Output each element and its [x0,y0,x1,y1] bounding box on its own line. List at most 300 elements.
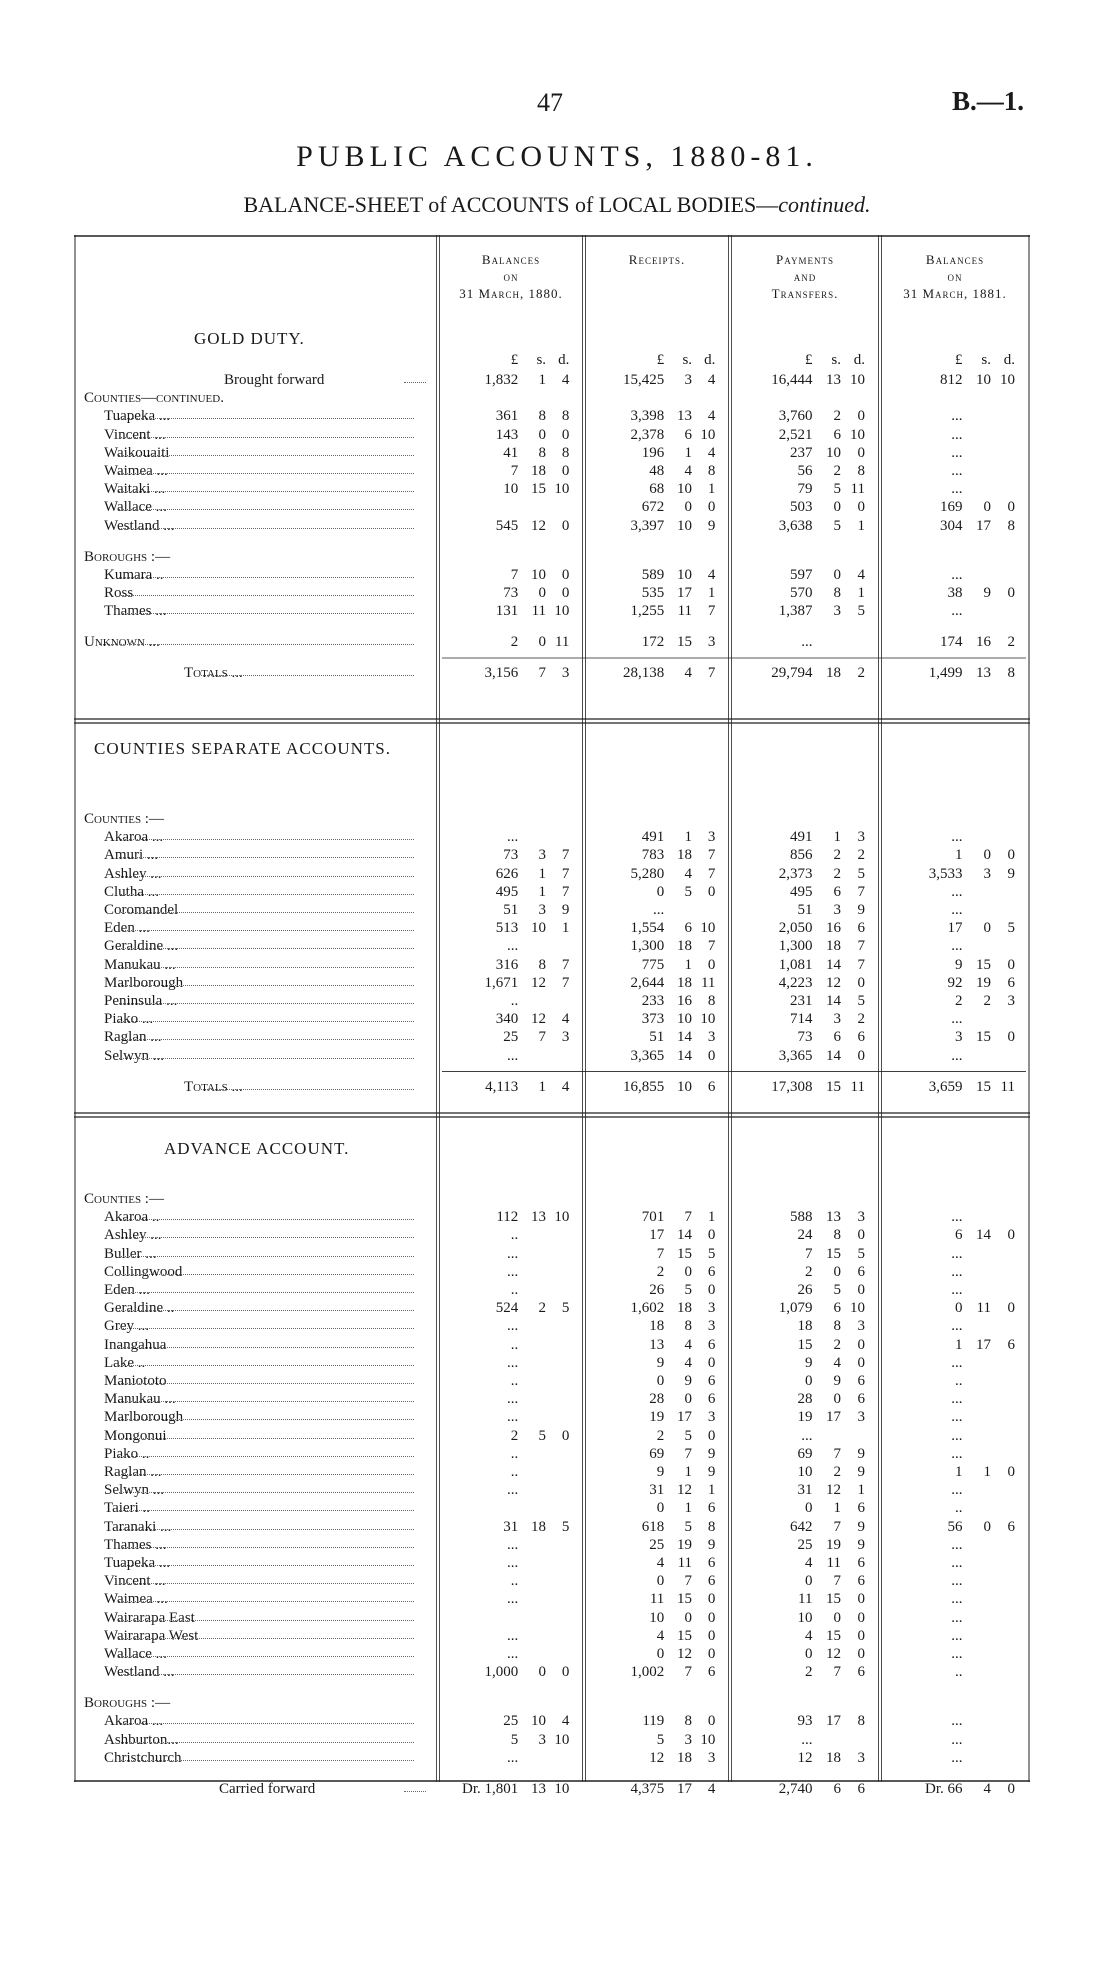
row-label: Selwyn ... [104,1482,164,1499]
amount-cell: 15 [677,1245,693,1262]
amount-cell: 1 [684,1464,693,1480]
amount-cell: 7 [857,956,865,973]
amount-cell: 0 [656,1573,665,1590]
amount-cell: 18 [826,938,841,955]
amount-cell: 17 [976,1336,991,1353]
amount-cell: 2 [538,1300,547,1317]
amount-cell: 12 [531,517,547,534]
amount-cell: 5 [538,1427,547,1444]
amount-cell: 12 [677,1482,693,1499]
amount-cell: 7 [805,1245,813,1262]
row-label: Waitaki ... [104,481,166,498]
amount-cell: 588 [790,1209,813,1226]
row-leader [119,455,414,456]
amount-cell: 0 [656,1373,665,1389]
amount-cell: 7 [561,847,570,864]
column-header-line: Transfers. [771,286,839,301]
amount-cell: 589 [641,566,665,583]
amount-cell: 0 [561,517,570,534]
amount-cell: 775 [641,956,665,973]
amount-cell: ... [507,1749,519,1766]
amount-cell: ... [951,1749,963,1766]
amount-cell: .. [510,993,519,1009]
amount-cell: 16,444 [771,372,813,388]
amount-cell: 14 [826,956,841,973]
amount-cell: 9 [857,902,865,918]
amount-cell: 11 [1000,1078,1015,1095]
column-header-line: Balances [481,252,541,267]
amount-cell: 11 [649,1591,665,1608]
amount-cell: 2 [833,1464,841,1480]
amount-cell: 15 [976,1078,991,1095]
amount-cell: 25 [649,1536,665,1553]
amount-cell: 9 [857,1536,865,1553]
amount-cell: 9 [833,1373,841,1389]
amount-cell: 9 [857,1445,865,1462]
amount-cell: 0 [707,1713,716,1730]
unit-label: d. [558,352,570,368]
amount-cell: 15 [826,1591,841,1608]
amount-cell: 26 [649,1282,665,1298]
amount-cell: 18 [677,847,693,864]
row-label: Christchurch [104,1749,182,1766]
amount-cell: 0 [857,1354,865,1371]
amount-cell: 2 [857,847,865,864]
amount-cell: 3 [857,829,865,846]
row-leader [119,509,414,510]
amount-cell: 0 [857,1591,865,1608]
amount-cell: 28 [797,1391,813,1408]
amount-cell: ... [951,1609,963,1626]
amount-cell: 1 [684,444,693,461]
amount-cell: 5 [857,603,865,620]
amount-cell: 0 [1007,584,1015,601]
amount-cell: ... [951,1409,963,1426]
row-label: Tuapeka ... [104,408,171,425]
amount-cell: 4 [833,1354,841,1371]
amount-cell: 6 [857,1263,865,1280]
amount-cell: 3 [983,865,991,882]
amount-cell: 4 [983,1780,991,1797]
row-leader [119,1003,414,1004]
row-leader [119,613,414,614]
amount-cell: 0 [707,1047,716,1064]
amount-cell: 10 [797,1609,813,1626]
row-leader [119,491,414,492]
document-reference: B.—1. [951,86,1024,116]
amount-cell: 17 [677,584,693,601]
amount-cell: 237 [790,444,813,461]
row-label: Waimea ... [104,1591,168,1608]
amount-cell: 15 [826,1627,841,1644]
amount-cell: .. [955,1500,963,1517]
amount-cell: ... [507,1391,519,1408]
row-leader [119,1547,414,1548]
amount-cell: 3 [833,1011,841,1028]
row-leader [119,1021,414,1022]
amount-cell: 1 [955,847,963,864]
row-leader [119,1039,414,1040]
amount-cell: 7 [833,1518,841,1535]
amount-cell: .. [510,1227,519,1244]
row-leader [119,1256,414,1257]
amount-cell: 56 [947,1518,963,1535]
amount-cell: 2 [955,993,963,1009]
amount-cell: ... [507,1536,519,1553]
amount-cell: 17 [826,1713,841,1730]
amount-cell: 5 [684,1427,693,1444]
amount-cell: 10 [554,1780,570,1797]
amount-cell: 4 [656,1627,665,1644]
row-label: Grey ... [104,1318,149,1335]
amount-cell: 2 [857,665,865,682]
amount-cell: 1 [833,1500,841,1517]
row-label: Vincent ... [104,426,166,443]
amount-cell: 340 [495,1011,519,1028]
amount-cell: 10 [649,1609,665,1626]
amount-cell: 5 [510,1731,519,1748]
amount-cell: 2 [857,1011,865,1028]
amount-cell: 13 [649,1336,665,1353]
amount-cell: 7 [684,1209,693,1226]
amount-cell: 1 [833,829,841,846]
amount-cell: 1,671 [484,974,519,991]
amount-cell: 31 [503,1518,519,1535]
row-leader [119,1401,414,1402]
row-label: Wairarapa West [104,1627,199,1644]
page-subtitle [0,192,1114,218]
amount-cell: 31 [649,1482,665,1499]
amount-cell: 3 [538,902,547,918]
amount-cell: 2 [656,1263,665,1280]
amount-cell: 25 [503,1029,519,1046]
row-leader [99,644,414,645]
amount-cell: 7 [707,865,716,882]
row-label: Peninsula ... [104,993,178,1009]
amount-cell: 9 [707,1536,716,1553]
amount-cell: 3 [833,902,841,918]
amount-cell: 2 [805,1664,813,1681]
amount-cell: 10 [850,372,865,388]
group-label: Boroughs :— [84,1695,171,1712]
row-label: Ashley ... [104,1227,162,1244]
amount-cell: 8 [1007,665,1015,682]
amount-cell: 0 [833,1391,841,1408]
column-header-line: on [947,269,963,284]
amount-cell: 0 [983,847,991,864]
amount-cell: 11 [850,481,865,498]
amount-cell: 15,425 [623,372,665,388]
amount-cell: 6 [833,1029,841,1046]
column-header [880,251,1030,302]
amount-cell: 5 [561,1300,570,1317]
amount-cell: 3,156 [484,665,519,682]
amount-cell: 5 [684,883,693,900]
amount-cell: 14 [677,1047,693,1064]
amount-cell: 15 [976,956,991,973]
amount-cell: .. [510,1464,519,1480]
amount-cell: 1 [538,372,547,388]
amount-cell: 11 [677,1555,693,1571]
amount-cell: 2 [983,993,991,1009]
page-number: 47 [537,88,563,117]
amount-cell: 3,533 [928,865,963,882]
group-label: Boroughs :— [84,548,171,565]
amount-cell: 9 [805,1354,813,1371]
amount-cell: 2,644 [630,974,665,991]
row-leader [119,1492,414,1493]
amount-cell: 13 [976,665,991,682]
amount-cell: 15 [797,1336,813,1353]
amount-cell: 17 [947,920,963,937]
amount-cell: 48 [649,463,665,479]
amount-cell: 491 [790,829,813,846]
amount-cell: 3 [538,1731,547,1748]
amount-cell: ... [951,1591,963,1608]
amount-cell: 11 [677,603,693,620]
amount-cell: 4 [707,444,716,461]
amount-cell: 4,223 [778,974,813,991]
amount-cell: 2 [1007,634,1015,651]
amount-cell: 0 [1007,1464,1015,1480]
amount-cell: 2,050 [778,920,813,937]
amount-cell: 143 [495,426,519,443]
amount-cell: 0 [707,499,716,516]
row-leader [119,839,414,840]
amount-cell: 1 [857,517,865,534]
amount-cell: ... [507,1245,519,1262]
amount-cell: ... [951,444,963,461]
unit-label: d. [704,352,716,368]
amount-cell: 2,521 [778,426,813,443]
amount-cell: 7 [561,883,570,900]
amount-cell: 68 [649,481,665,498]
amount-cell: 69 [797,1445,813,1462]
amount-cell: 112 [496,1209,519,1226]
amount-cell: 10 [677,481,693,498]
row-label: Akaroa .. [104,1209,160,1226]
amount-cell: .. [955,1664,963,1681]
amount-cell: 8 [538,408,547,425]
amount-cell: 14 [677,1227,693,1244]
row-leader [119,876,414,877]
row-label: Clutha ... [104,883,159,900]
row-leader [119,894,414,895]
amount-cell: 7 [684,1573,693,1590]
amount-cell: 1 [983,1464,991,1480]
amount-cell: 15 [826,1245,841,1262]
amount-cell: 14 [826,993,841,1009]
amount-cell: ... [507,1409,519,1426]
amount-cell: 3 [561,665,570,682]
row-label: Ashburton... [104,1731,179,1748]
amount-cell: 9 [707,1464,716,1480]
amount-cell: 0 [561,584,570,601]
amount-cell: 856 [790,847,813,864]
amount-cell: 18 [677,938,693,955]
amount-cell: 14 [826,1047,841,1064]
row-leader [119,528,414,529]
column-header [438,251,584,302]
amount-cell: 4 [805,1555,813,1571]
amount-cell: 41 [503,444,519,461]
amount-cell: 7 [707,665,716,682]
amount-cell: 24 [797,1227,813,1244]
amount-cell: 12 [797,1749,813,1766]
amount-cell: 6 [707,1500,716,1517]
amount-cell: 0 [857,974,865,991]
amount-cell: 4 [707,408,716,425]
amount-cell: 12 [677,1646,693,1662]
amount-cell: 0 [561,463,570,479]
amount-cell: 4 [707,566,716,583]
amount-cell: 8 [857,1713,865,1730]
amount-cell: 9 [561,902,570,918]
row-label: Manukau ... [104,1391,176,1408]
amount-cell: 3,659 [928,1078,963,1095]
amount-cell: 7 [857,883,865,900]
amount-cell: 8 [707,463,716,479]
row-leader [119,985,414,986]
row-leader [119,418,414,419]
amount-cell: 25 [503,1713,519,1730]
row-leader [119,1292,414,1293]
amount-cell: ... [951,1245,963,1262]
amount-cell: 503 [790,499,813,516]
amount-cell: 28 [649,1391,665,1408]
amount-cell: 6 [1007,1336,1015,1353]
amount-cell: ... [951,829,963,846]
amount-cell: ... [507,1482,519,1499]
amount-cell: 38 [947,584,963,601]
amount-cell: 6 [707,1391,716,1408]
amount-cell: 10 [677,1011,693,1028]
amount-cell: 4 [561,372,570,388]
row-label: Ashley ... [104,865,162,882]
amount-cell: 18 [677,974,693,991]
amount-cell: 1 [707,584,716,601]
amount-cell: 3,638 [778,517,813,534]
amount-cell: 18 [649,1318,665,1335]
amount-cell: 1,000 [484,1664,519,1681]
ledger-table [74,235,1030,1797]
amount-cell: 0 [538,634,547,651]
unit-label: £ [805,352,813,368]
amount-cell: 15 [677,1627,693,1644]
row-leader [119,967,414,968]
row-label: Taranaki ... [104,1518,172,1535]
amount-cell: 7 [833,1664,841,1681]
amount-cell: 7 [538,1029,547,1046]
amount-cell: 4 [684,1336,693,1353]
amount-cell: 0 [1007,1029,1015,1046]
amount-cell: 196 [641,444,665,461]
row-leader [119,473,414,474]
row-leader [119,1237,414,1238]
amount-cell: 0 [1007,1227,1015,1244]
amount-cell: 1 [707,1209,716,1226]
amount-cell: 119 [642,1713,665,1730]
row-leader [119,1274,414,1275]
row-leader [119,1347,414,1348]
amount-cell: 2 [805,1263,813,1280]
amount-cell: 1,387 [778,603,813,620]
amount-cell: 0 [857,1646,865,1662]
amount-cell: ... [951,603,963,620]
row-leader [119,948,414,949]
amount-cell: 10 [976,372,991,388]
row-label: Thames ... [104,603,167,620]
amount-cell: 0 [707,883,716,900]
amount-cell: 2 [833,865,841,882]
amount-cell: 0 [857,1227,865,1244]
unit-label: £ [656,352,665,368]
amount-cell: 4 [684,1354,693,1371]
amount-cell: 9 [656,1354,665,1371]
amount-cell: ... [951,1646,963,1662]
amount-cell: .. [510,1282,519,1298]
amount-cell: 10 [700,1011,716,1028]
amount-cell: 1 [684,956,693,973]
amount-cell: 19 [677,1536,693,1553]
amount-cell: 2 [833,463,841,479]
amount-cell: 6 [857,1555,865,1571]
amount-cell: 10 [554,481,570,498]
row-leader [119,595,414,596]
amount-cell: 0 [561,1427,570,1444]
row-label: Maniototo [104,1373,167,1389]
amount-cell: 8 [561,444,570,461]
amount-cell: 1 [857,1482,865,1499]
amount-cell: ... [951,408,963,425]
amount-cell: ... [507,1263,519,1280]
amount-cell: 17 [826,1409,841,1426]
amount-cell: 18 [797,1318,813,1335]
amount-cell: 5 [833,481,841,498]
amount-cell: ... [951,902,963,918]
amount-cell: 10 [700,1731,716,1748]
amount-cell: 0 [707,956,716,973]
row-leader [119,1601,414,1602]
amount-cell: 4 [561,1011,570,1028]
totals-label: Totals ... [184,665,243,682]
amount-cell: 2 [656,1427,665,1444]
column-header-line: Balances [925,252,985,267]
amount-cell: 19 [976,974,991,991]
row-label: Piako ... [104,1011,154,1028]
amount-cell: 5 [857,993,865,1009]
amount-cell: 626 [495,865,519,882]
amount-cell: 10 [797,1464,813,1480]
amount-cell: 3 [707,634,716,651]
amount-cell: 3 [538,847,547,864]
amount-cell: 0 [857,1627,865,1644]
amount-cell: 7 [707,847,716,864]
amount-cell: 4 [656,1555,665,1571]
row-leader [119,1723,414,1724]
row-leader [119,1058,414,1059]
section-heading: ADVANCE ACCOUNT. [164,1139,350,1158]
amount-cell: ... [507,1627,519,1644]
amount-cell: 304 [940,517,963,534]
amount-cell: 15 [531,481,547,498]
amount-cell: 0 [684,1391,693,1408]
amount-cell: 13 [531,1209,547,1226]
row-leader [119,1219,414,1220]
amount-cell: ... [507,938,519,955]
amount-cell: 12 [649,1749,665,1766]
amount-cell: ... [951,463,963,479]
